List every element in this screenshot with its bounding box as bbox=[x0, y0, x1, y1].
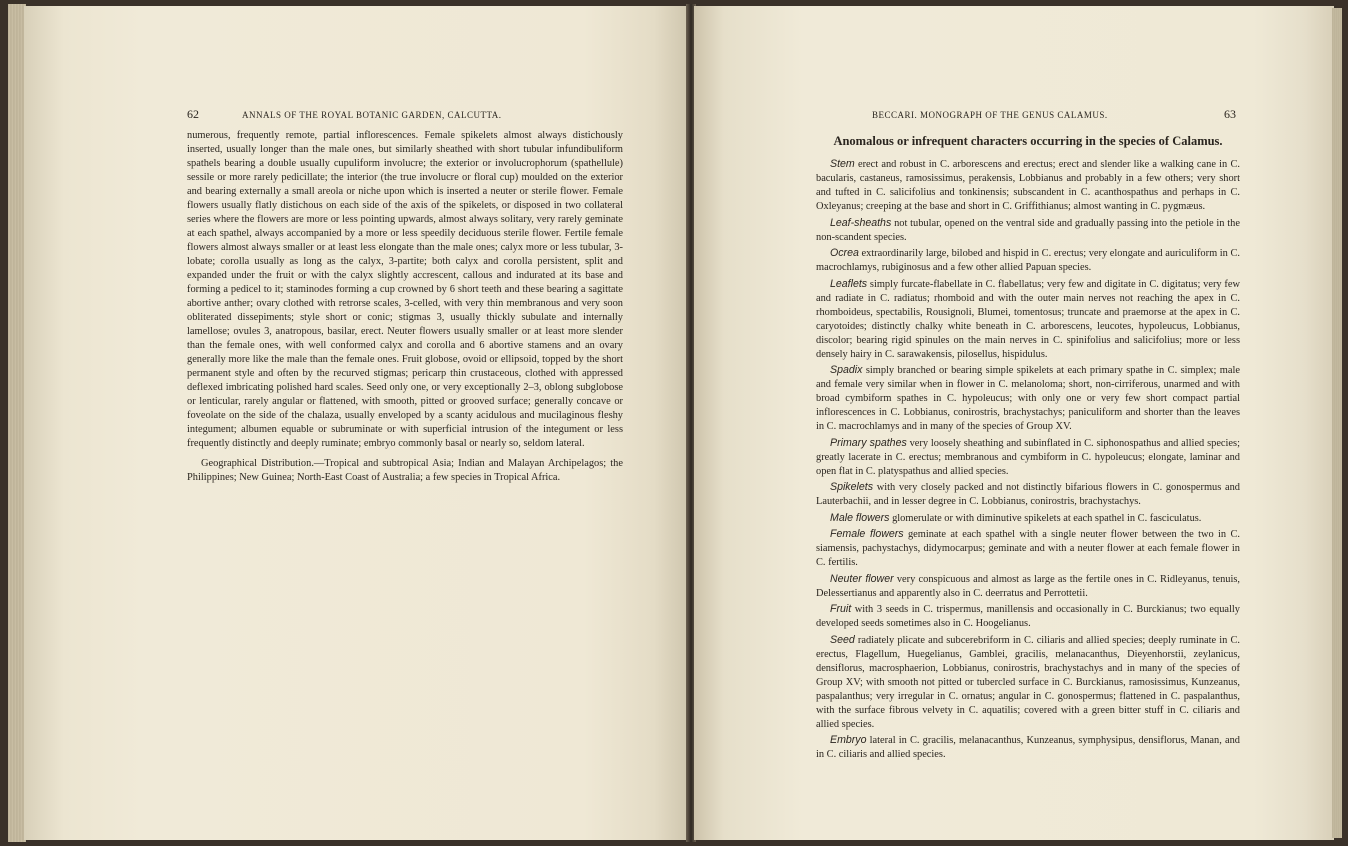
entry bbox=[816, 363, 1240, 434]
entry-text: with 3 seeds in C. trispermus, manillensis and occasionally in C. Burckianus; two equally developed seeds sometimes also in C. Hoogelianus. bbox=[816, 604, 1240, 629]
entry bbox=[816, 733, 1240, 762]
entry bbox=[816, 527, 1240, 570]
entry bbox=[816, 572, 1240, 601]
entry-term: Male flowers bbox=[830, 511, 890, 524]
entry-text: lateral in C. gracilis, melanacanthus, Kunzeanus, symphysipus, densiflorus, Manan, and in C. ciliaris and allied species. bbox=[816, 735, 1240, 760]
entry-term: Ocrea bbox=[830, 247, 859, 259]
left-page bbox=[24, 6, 688, 840]
entry-text: not tubular, opened on the ventral side and gradually passing into the petiole in the non-scandent species. bbox=[816, 217, 1240, 243]
entry-text: simply branched or bearing simple spikelets at each primary spathe in C. simplex; male and female very similar when in flower in C. melanoloma; short, non-cirriferous, unarmed and with broad cymbiform spathes in C. hypoleucus; with only one or very few short compact partial inflorescences in C. Lobbianus, conirostris, brachystachys; paniculiform and shorter than the leaves in C. macrochlamys and in many of the species of Group XV. bbox=[816, 365, 1240, 432]
right-page bbox=[694, 6, 1334, 840]
left-running-head: ANNALS OF THE ROYAL BOTANIC GARDEN, CALCUTTA. bbox=[242, 110, 502, 120]
entry bbox=[816, 246, 1240, 275]
entry-term: Seed bbox=[830, 633, 855, 646]
entry bbox=[816, 602, 1240, 631]
entry bbox=[816, 216, 1240, 245]
right-page-number: 63 bbox=[1224, 107, 1236, 121]
entry-term: Spikelets bbox=[830, 481, 873, 493]
left-page-number: 62 bbox=[187, 107, 199, 121]
left-body-text bbox=[187, 129, 623, 485]
entry-text: radiately plicate and subcerebriform in C. ciliaris and allied species; deeply ruminate in C. erectus, Flagellum, Huegelianus, Gamblei, gracilis, melanacanthus, Dieyenhorstii, zeylanicus, densiflorus, macrosphaerion, Lobbianus, conirostris, brachystachys and in many of the species of Group XV; with smooth not pitted or tubercled surface in C. Burckianus, ramosissimus, Kunzeanus, paspalanthus; very irregular in C. ornatus; angular in C. gonospermus; flattened in C. paspalanthus, with the surface fibrous velvety in C. aquatilis; covered with a green bitter stuff in C. ciliaris and allied species. bbox=[816, 634, 1240, 730]
entry-text: very loosely sheathing and subinflated in C. siphonospathus and allied species; greatly lacerate in C. erectus; membranous and cymbiform in C. hypoleucus; elongate, laminar and open flat in C. platyspathus and allied species. bbox=[816, 437, 1240, 477]
entry-term: Embryo bbox=[830, 734, 867, 746]
entry-term: Leaf-sheaths bbox=[830, 216, 892, 229]
entry bbox=[816, 633, 1240, 732]
right-running-head: BECCARI. MONOGRAPH OF THE GENUS CALAMUS. bbox=[872, 110, 1108, 120]
right-body-text bbox=[816, 157, 1240, 764]
entry-term: Spadix bbox=[830, 364, 863, 376]
entry bbox=[816, 436, 1240, 479]
left-paragraph-1: numerous, frequently remote, partial inflorescences. Female spikelets almost always distichously inserted, usually longer than the male ones, but similarly sheathed with short tubular infundibuliform spathels bearing a double usually cupuliform involucre; the exterior or involucrophorum (spathellule) sessile or more rarely pedicillate; the interior (the true involucre or floral cup) moulded on the exterior and bearing externally a small areola or niche upon which is inserted a neuter or sterile flower. Female flowers usually flatly distichous on each side of the axis of the spikelets, or disposed in two collateral series where the flowers are more or less pointing upwards, almost always solitary, very rarely geminate at each spathel, always accompanied by a more or less speedily deciduous sterile flower. Fertile female flowers almost always smaller or at least less elongate than the male ones; calyx more or less tubular, 3-lobate; corolla usually as long as the calyx, 3-partite; both calyx and corolla persistent, split and expanded under the fruit or with the calyx slightly accrescent, callous and indurated at its base and forming a pedicel to it; staminodes forming a cup crowned by 6 short teeth and these bearing a sagittate abortive anther; ovary clothed with retrorse scales, 3-celled, with very thin membranous and very soon obliterated dissepiments; style short or conic; stigmas 3, usually thickly subulate and internally lamellose; ovules 3, anatropous, basilar, erect. Neuter flowers usually smaller or at least more slender than the female ones, with well conformed calyx and corolla and 6 abortive stamens and an ovary generally more like the male than the female ones. Fruit globose, ovoid or ellipsoid, topped by the short permanent style and often by the recurved stigmas; pericarp thin crustaceous, clothed with appressed deflexed imbricating polished hard scales. Seed only one, or very exceptionally 2–3, oblong subglobose or lenticular, rarely angular or flattened, with smooth, pitted or grooved surface; generally concave or foveolate on the side of the chalaza, usually enveloped by a scanty acidulous and mucilaginous fleshy integument; albumen equable or subruminate or with superficial intrusion of the integument or less frequently distinctly and deeply ruminate; embryo commonly basal or nearly so, seldom lateral. bbox=[187, 130, 623, 449]
section-title: Anomalous or infrequent characters occurring in the species of Calamus. bbox=[833, 134, 1223, 148]
entry bbox=[816, 277, 1240, 362]
entry-text: glomerulate or with diminutive spikelets at each spathel in C. fasciculatus. bbox=[892, 512, 1202, 524]
entry-term: Neuter flower bbox=[830, 572, 894, 585]
entry-text: extraordinarily large, bilobed and hispid in C. erectus; very elongate and auriculiform in C. macrochlamys, rubiginosus and a few other allied Papuan species. bbox=[816, 248, 1240, 273]
entry bbox=[816, 480, 1240, 509]
entry-term: Stem bbox=[830, 158, 855, 170]
entry-term: Fruit bbox=[830, 603, 852, 615]
entry-text: geminate at each spathel with a single neuter flower between the two in C. siamensis, pachystachys, didymocarpus; geminate and with a neuter flower at each female flower in C. fertilis. bbox=[816, 529, 1240, 568]
entry-term: Primary spathes bbox=[830, 436, 907, 449]
entry bbox=[816, 157, 1240, 214]
entry-term: Female flowers bbox=[830, 528, 904, 540]
entry-term: Leaflets bbox=[830, 277, 868, 290]
entry bbox=[816, 511, 1240, 526]
entry-text: with very closely packed and not distinctly bifarious flowers in C. gonospermus and Lauterbachii, and in lesser degree in C. Lobbianus, conirostris, brachystachys. bbox=[816, 482, 1240, 507]
entry-text: simply furcate-flabellate in C. flabellatus; very few and digitate in C. digitatus; very few and radiate in C. radiatus; rhomboid and with the outer main nerves not reaching the apex in C. rhomboideus, spectabilis, Rousignoli, Blumei, tomentosus; truncate and praemorse at the apex in C. caryotoides; distinctly chalky white beneath in C. arborescens, leucotes, hypoleucus, Lobbianus, discolor; bearing rigid spinules on the main nerves in C. spinifolius and salicifolius; more or less densely hairy in C. sarawakensis, pilosellus, hispidulus. bbox=[816, 278, 1240, 360]
entry-text: very conspicuous and almost as large as the fertile ones in C. Ridleyanus, tenuis, Delessertianus and apparently also in C. deerratus and Perrottetii. bbox=[816, 573, 1240, 599]
left-paragraph-2: Geographical Distribution.—Tropical and subtropical Asia; Indian and Malayan Archipelagos; the Philippines; New Guinea; North-East Coast of Australia; a few species in Tropical Africa. bbox=[187, 458, 623, 483]
entry-text: erect and robust in C. arborescens and erectus; erect and slender like a walking cane in C. bacularis, castaneus, ramosissimus, perakensis, Lobbianus and probably in a few others; very short and tufted in C. salicifolius and tonkinensis; subscandent in C. acanthospathus and perhaps in C. Oxleyanus; creeping at the base and short in C. Griffithianus; almost wanting in C. pygmæus. bbox=[816, 159, 1240, 212]
page-edges-right bbox=[1332, 8, 1342, 838]
